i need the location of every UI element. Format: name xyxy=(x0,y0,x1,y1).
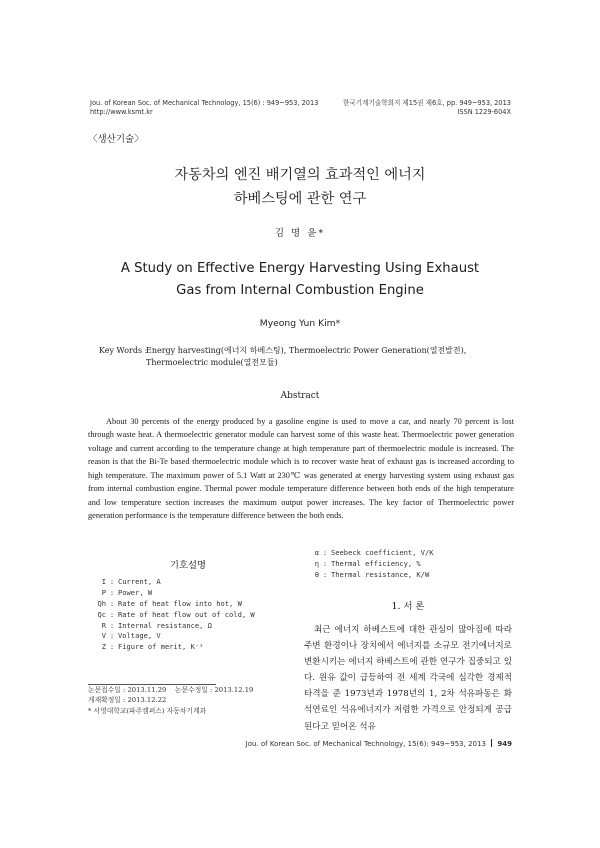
nom-desc: Internal resistance, Ω xyxy=(118,620,212,630)
abstract-body xyxy=(88,415,514,523)
footer-separator xyxy=(491,739,492,747)
greek-desc: Thermal resistance, K/W xyxy=(331,569,430,579)
nomenclature-list xyxy=(92,577,255,653)
abstract-text: About 30 percents of the energy produced by a gasoline engine is used to move a car, and nearly 70 percent is lost through waste heat. A thermoelectric generator module can harvest some of this waste heat. Thermoelectric power generation voltage and current according to the temperature change at high temperature part of thermoelectric module is increased. The reason is that the Bi-Te based thermoelectric module which is to recover waste heat of exhaust gas is increased according to high temperature. The maximum power of 5.1 Watt at 230℃ was generated at energy harvesting system using exhaust gas from internal combustion engine. Thermal power module temperature difference between both ends of the high temperature and low temperature section increases the maximum output power increases. The key factor of Thermoelectric power generation performance is the temperature difference between the both ends. xyxy=(88,417,514,521)
nom-desc: Voltage, V xyxy=(118,631,161,641)
affiliation: * 서영대학교(파주캠퍼스) 자동차기계과 xyxy=(88,707,207,715)
title-en-line2: Gas from Internal Combustion Engine xyxy=(176,283,424,298)
nom-symbol: Z xyxy=(101,642,106,652)
title-kr xyxy=(0,163,600,211)
page-number: 949 xyxy=(497,740,512,748)
keywords-line2: Thermoelectric module(열전모듈) xyxy=(146,358,278,367)
footnote-dates-row xyxy=(88,686,253,696)
greek-symbol: η xyxy=(314,558,319,568)
journal-url[interactable]: http://www.ksmt.kr xyxy=(90,108,153,116)
section-tag: 〈생산기술〉 xyxy=(88,134,144,145)
footnote-rule xyxy=(88,684,216,685)
nom-symbol: I xyxy=(101,577,106,586)
author-kr: 김 명 윤* xyxy=(274,228,326,239)
page-footer xyxy=(246,739,512,748)
journal-citation-kr: 한국기계기술학회지 제15권 제6호, pp. 949~953, 2013 xyxy=(342,99,511,107)
accepted-date: 게재확정일 : 2013.12.22 xyxy=(88,695,167,704)
nomenclature-heading: 기호설명 xyxy=(170,560,206,571)
keywords-line1: Energy harvesting(에너지 하베스팅), Thermoelectric Power Generation(열전발전), xyxy=(146,346,467,355)
nomenclature-item: R : Internal resistance, Ω xyxy=(92,621,255,632)
nom-symbol: V xyxy=(101,631,106,641)
title-en xyxy=(0,258,600,302)
title-kr-line1: 자동차의 엔진 배기열의 효과적인 에너지 xyxy=(174,167,426,183)
greek-item: α : Seebeck coefficient, V/K xyxy=(305,548,434,559)
footnote xyxy=(88,686,253,717)
intro-body xyxy=(304,622,512,735)
nom-desc: Power, W xyxy=(118,587,153,597)
nom-desc: Current, A xyxy=(118,577,161,586)
author-en: Myeong Yun Kim* xyxy=(259,318,341,329)
nom-symbol: P xyxy=(101,587,106,597)
keywords-label: Key Words : xyxy=(99,346,148,355)
greek-nomenclature-list xyxy=(305,548,434,581)
header-journal-right xyxy=(343,99,511,117)
nom-desc: Figure of merit, K⁻¹ xyxy=(118,642,204,652)
greek-desc: Thermal efficiency, % xyxy=(331,558,421,568)
nomenclature-item: Z : Figure of merit, K⁻¹ xyxy=(92,642,255,653)
nomenclature-item: P : Power, W xyxy=(92,588,255,599)
nomenclature-item: V : Voltage, V xyxy=(92,631,255,642)
received-date: 논문접수일 : 2013.11.29 xyxy=(88,686,167,694)
intro-heading: 1. 서 론 xyxy=(391,601,425,612)
greek-symbol: α xyxy=(314,548,319,557)
abstract-heading: Abstract xyxy=(280,391,320,401)
nom-desc: Rate of heat flow into hot, W xyxy=(118,598,242,608)
nomenclature-item: I : Current, A xyxy=(92,577,255,588)
nomenclature-item: Qh : Rate of heat flow into hot, W xyxy=(92,599,255,610)
issn: ISSN 1229-604X xyxy=(457,108,511,116)
nomenclature-item: Qc : Rate of heat flow out of cold, W xyxy=(92,610,255,621)
title-en-line1: A Study on Effective Energy Harvesting Using Exhaust xyxy=(120,261,480,276)
greek-desc: Seebeck coefficient, V/K xyxy=(331,548,434,557)
footer-citation: Jou. of Korean Soc. of Mechanical Technology, 15(6): 949~953, 2013 xyxy=(245,740,486,748)
title-kr-line2: 하베스팅에 관한 연구 xyxy=(233,191,367,207)
header-journal-left xyxy=(90,99,318,117)
journal-citation-en: Jou. of Korean Soc. of Mechanical Technology, 15(6) : 949~953, 2013 xyxy=(90,99,319,107)
nom-symbol: R xyxy=(101,620,106,630)
keywords-block xyxy=(146,345,466,369)
nom-symbol: Qh xyxy=(97,598,106,608)
nom-desc: Rate of heat flow out of cold, W xyxy=(118,609,255,619)
nom-symbol: Qc xyxy=(97,609,106,619)
greek-item: η : Thermal efficiency, % xyxy=(305,559,434,570)
intro-text: 최근 에너지 하베스트에 대한 관심이 많아짐에 따라 주변 환경이나 장치에서 에너지를 소규모 전기에너지로 변환시키는 에너지 하베스트에 관한 연구가 집중되고 있다. 원유 값이 급등하여 전 세계 각국에 심각한 경제적 타격을 준 1973년과 1978년의 1, 2차 석유파동은 화석연료인 석유에너지가 저렴한 가격으로 안정되게 공급된다고 믿어온 석유 xyxy=(304,625,512,732)
revised-date: 논문수정일 : 2013.12.19 xyxy=(175,686,254,694)
greek-symbol: θ xyxy=(314,569,319,579)
greek-item: θ : Thermal resistance, K/W xyxy=(305,570,434,581)
